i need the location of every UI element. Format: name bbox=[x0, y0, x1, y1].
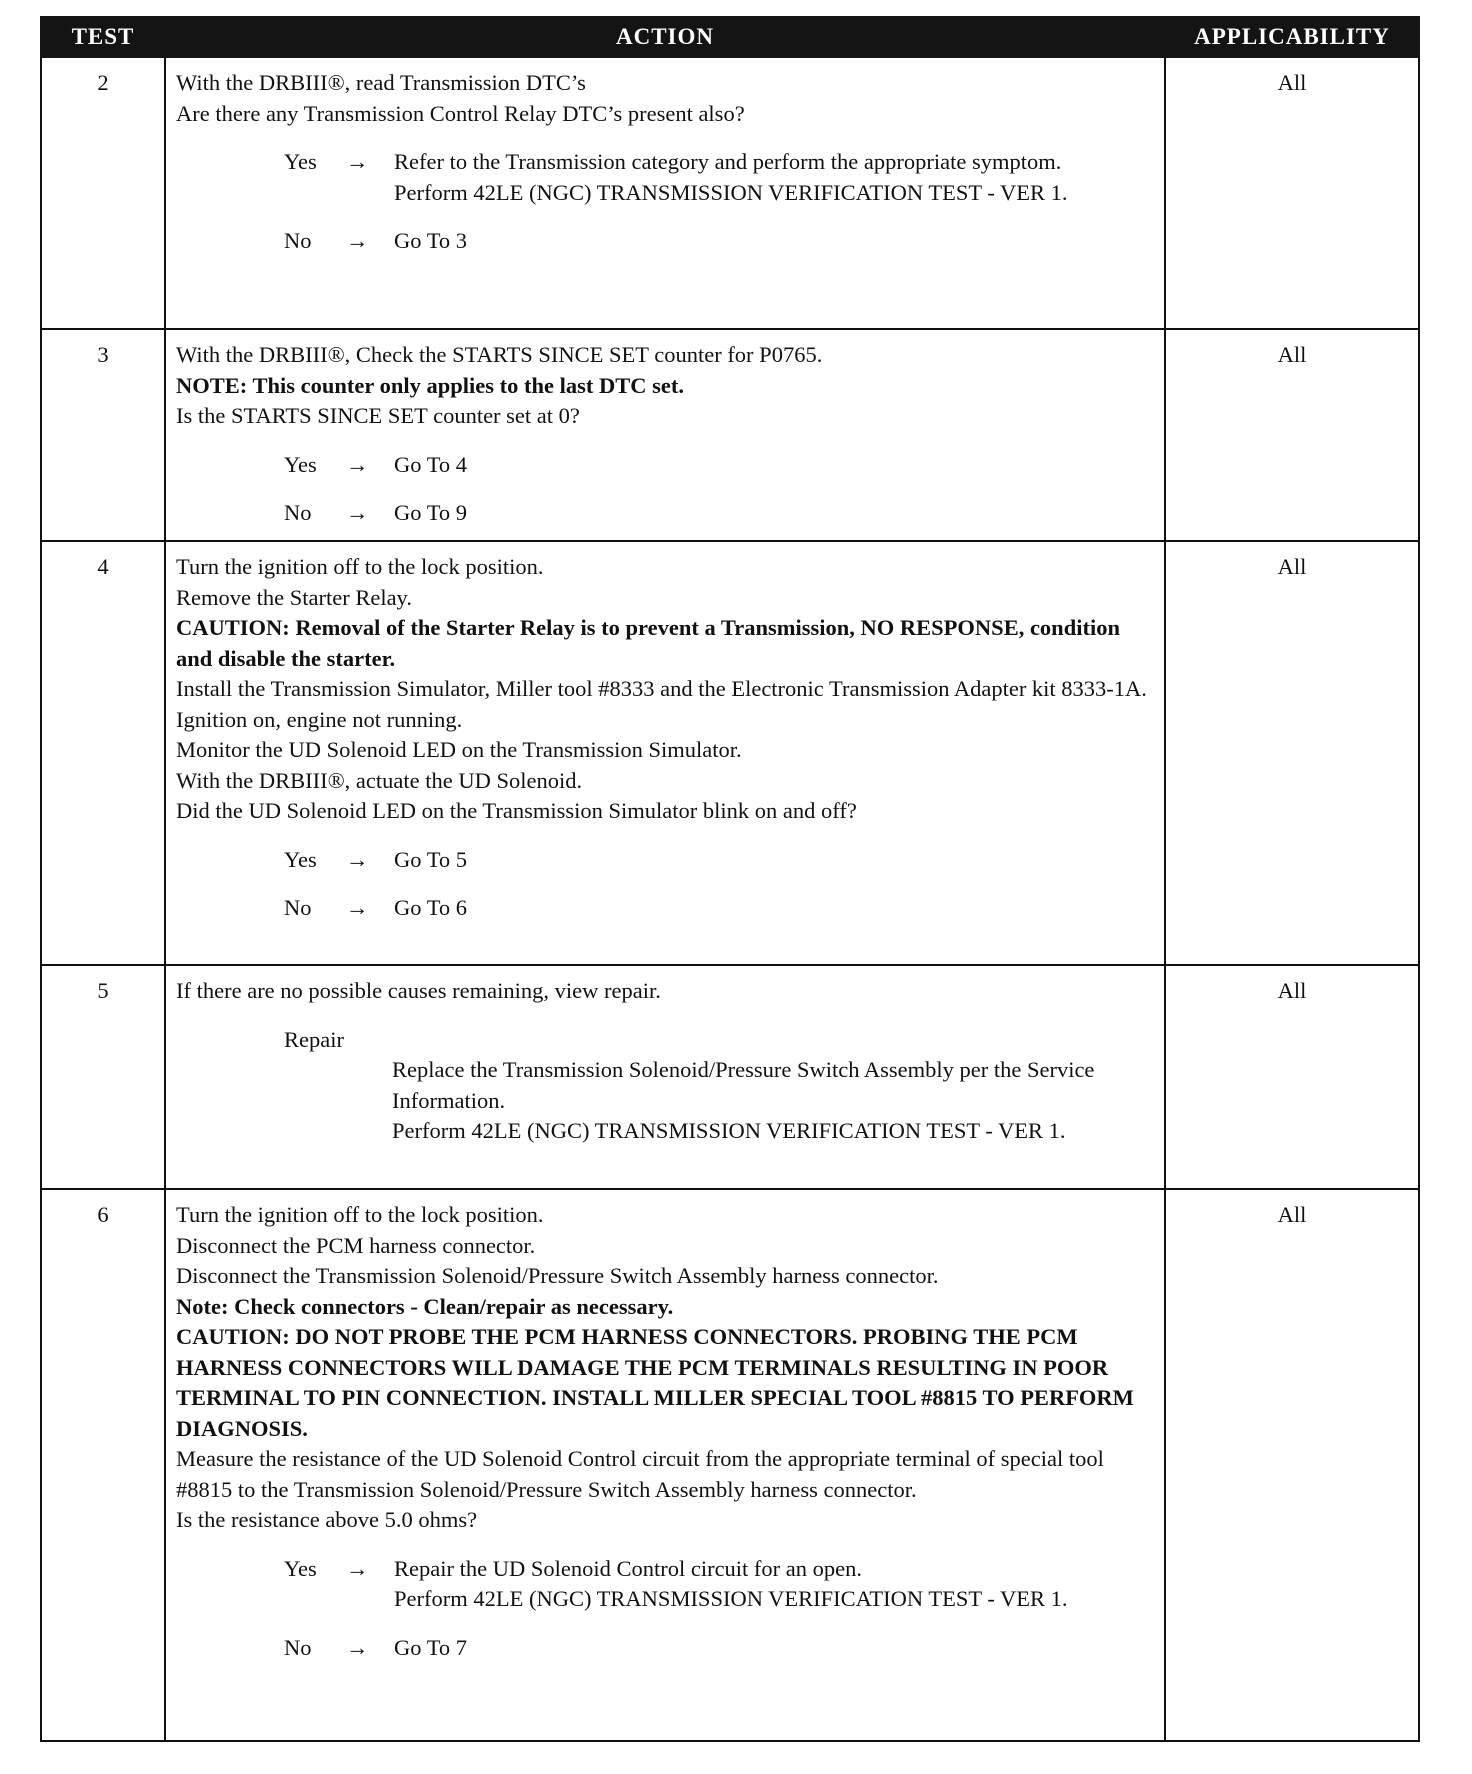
yes-result-line: Perform 42LE (NGC) TRANSMISSION VERIFICATION TEST - VER 1. bbox=[394, 179, 1068, 205]
applicability-value: All bbox=[1165, 1189, 1419, 1741]
table-row bbox=[41, 965, 1419, 1189]
action-line: Monitor the UD Solenoid LED on the Transmission Simulator. bbox=[176, 737, 742, 762]
action-line: Turn the ignition off to the lock position. bbox=[176, 554, 544, 579]
action-line: If there are no possible causes remaining, view repair. bbox=[176, 978, 661, 1003]
action-line: Turn the ignition off to the lock position. bbox=[176, 1202, 544, 1227]
no-result: Go To 9 bbox=[394, 500, 468, 525]
no-answer bbox=[176, 1633, 1156, 1664]
no-answer bbox=[176, 498, 1156, 529]
action-line: Disconnect the Transmission Solenoid/Pressure Switch Assembly harness connector. bbox=[176, 1263, 939, 1288]
table-row bbox=[41, 1189, 1419, 1741]
header-test: TEST bbox=[41, 17, 165, 57]
applicability-value: All bbox=[1165, 329, 1419, 541]
yes-result-line: Refer to the Transmission category and perform the appropriate symptom. bbox=[394, 149, 1062, 174]
action-cell bbox=[165, 57, 1165, 329]
yes-answer bbox=[176, 147, 1156, 208]
arrow-icon: → bbox=[346, 149, 369, 174]
action-line: Measure the resistance of the UD Solenoid Control circuit from the appropriate terminal of special tool #8815 to the Transmission Solenoid/Pressure Switch Assembly harness connector. bbox=[176, 1446, 1104, 1502]
no-label: No bbox=[284, 1634, 312, 1660]
no-label: No bbox=[284, 895, 312, 920]
action-line: Did the UD Solenoid LED on the Transmission Simulator blink on and off? bbox=[176, 798, 857, 823]
note-text: Note: Check connectors - Clean/repair as necessary. bbox=[176, 1293, 674, 1319]
table-row bbox=[41, 541, 1419, 965]
no-answer bbox=[176, 226, 1156, 257]
diagnostic-table-sheet bbox=[40, 16, 1418, 1742]
note-text: NOTE: This counter only applies to the last DTC set. bbox=[176, 372, 684, 398]
no-result: Go To 7 bbox=[394, 1634, 468, 1660]
yes-result-line: Perform 42LE (NGC) TRANSMISSION VERIFICATION TEST - VER 1. bbox=[394, 1586, 1068, 1611]
no-result: Go To 3 bbox=[394, 228, 468, 253]
yes-result-line: Repair the UD Solenoid Control circuit for an open. bbox=[394, 1555, 863, 1581]
test-number: 5 bbox=[41, 965, 165, 1189]
action-cell bbox=[165, 965, 1165, 1189]
repair-text: Replace the Transmission Solenoid/Pressure Switch Assembly per the Service Information. bbox=[392, 1057, 1095, 1113]
yes-label: Yes bbox=[284, 846, 317, 872]
arrow-icon: → bbox=[346, 500, 369, 525]
action-line: Install the Transmission Simulator, Miller tool #8333 and the Electronic Transmission Adapter kit 8333-1A. bbox=[176, 676, 1147, 701]
table-row bbox=[41, 57, 1419, 329]
diagnostic-test-table bbox=[40, 16, 1420, 1742]
no-answer bbox=[176, 893, 1156, 924]
no-label: No bbox=[284, 500, 312, 525]
repair-label: Repair bbox=[284, 1026, 344, 1052]
test-number: 3 bbox=[41, 329, 165, 541]
yes-result: Go To 5 bbox=[394, 846, 468, 872]
yes-answer bbox=[176, 1554, 1156, 1615]
yes-answer bbox=[176, 845, 1156, 876]
table-row bbox=[41, 329, 1419, 541]
caution-text: CAUTION: Removal of the Starter Relay is to prevent a Transmission, NO RESPONSE, condition and disable the starter. bbox=[176, 615, 1120, 671]
test-number: 6 bbox=[41, 1189, 165, 1741]
yes-answer bbox=[176, 450, 1156, 481]
arrow-icon: → bbox=[346, 895, 369, 920]
action-cell bbox=[165, 541, 1165, 965]
yes-result bbox=[394, 147, 1156, 208]
action-line: With the DRBIII®, Check the STARTS SINCE SET counter for P0765. bbox=[176, 342, 823, 367]
no-result: Go To 6 bbox=[394, 895, 468, 920]
action-line: Ignition on, engine not running. bbox=[176, 706, 463, 732]
arrow-icon: → bbox=[346, 1555, 369, 1581]
header-applicability: APPLICABILITY bbox=[1165, 17, 1419, 57]
test-number: 4 bbox=[41, 541, 165, 965]
action-line: With the DRBIII®, actuate the UD Solenoid. bbox=[176, 767, 583, 793]
header-action: ACTION bbox=[165, 17, 1165, 57]
action-line: Is the STARTS SINCE SET counter set at 0? bbox=[176, 403, 580, 428]
action-line: Is the resistance above 5.0 ohms? bbox=[176, 1507, 478, 1532]
yes-result: Go To 4 bbox=[394, 451, 468, 477]
applicability-value: All bbox=[1165, 57, 1419, 329]
arrow-icon: → bbox=[346, 1634, 369, 1660]
action-line: Disconnect the PCM harness connector. bbox=[176, 1232, 536, 1258]
action-line: With the DRBIII®, read Transmission DTC’s bbox=[176, 70, 586, 95]
action-line: Are there any Transmission Control Relay DTC’s present also? bbox=[176, 100, 745, 126]
action-line: Remove the Starter Relay. bbox=[176, 584, 412, 610]
repair-text: Perform 42LE (NGC) TRANSMISSION VERIFICATION TEST - VER 1. bbox=[392, 1118, 1066, 1143]
table-header-row bbox=[41, 17, 1419, 57]
action-cell bbox=[165, 329, 1165, 541]
action-cell bbox=[165, 1189, 1165, 1741]
yes-label: Yes bbox=[284, 451, 317, 477]
applicability-value: All bbox=[1165, 965, 1419, 1189]
caution-text: CAUTION: DO NOT PROBE THE PCM HARNESS CONNECTORS. PROBING THE PCM HARNESS CONNECTORS WILL DAMAGE THE PCM TERMINALS RESULTING IN POOR TERMINAL TO PIN CONNECTION. INSTALL MILLER SPECIAL TOOL #8815 TO PERFORM DIAGNOSIS. bbox=[176, 1324, 1134, 1441]
yes-result bbox=[394, 1554, 1156, 1615]
arrow-icon: → bbox=[346, 846, 369, 872]
arrow-icon: → bbox=[346, 451, 369, 477]
test-number: 2 bbox=[41, 57, 165, 329]
yes-label: Yes bbox=[284, 149, 317, 174]
yes-label: Yes bbox=[284, 1555, 317, 1581]
no-label: No bbox=[284, 228, 312, 253]
applicability-value: All bbox=[1165, 541, 1419, 965]
arrow-icon: → bbox=[346, 228, 369, 253]
